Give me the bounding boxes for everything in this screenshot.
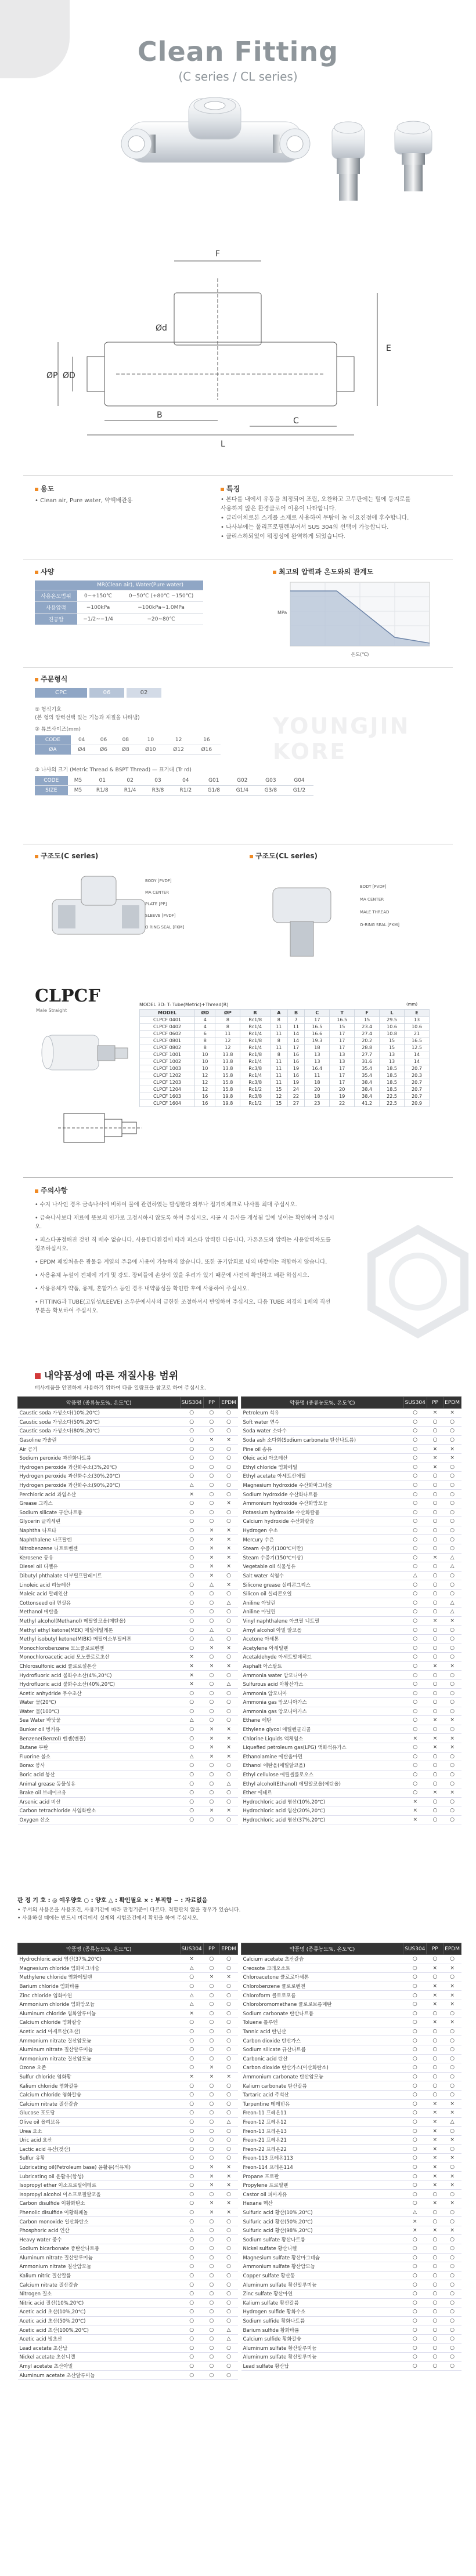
chem-row: Ammonium sulfate 황산암모늄 ○ ○ ○	[241, 2262, 461, 2272]
chem-row: Monochlorobenzene 모노클로로벤젠 ○ × ×	[18, 1643, 238, 1653]
chem-table-2-right-body	[241, 1955, 461, 2371]
structure-c-label: 구조도(C series)	[35, 851, 98, 861]
order-box-thread: 02	[127, 688, 161, 698]
specs-table: MR(Clean air), Water(Pure water) 사용온도범위 0~+150℃ 0~50℃ (+80℃ ~150℃) 사용압력 −100kPa −100kPa~1.0MPa 진공압 −1/2~−1/4 −20~80℃	[35, 580, 203, 625]
page-title: Clean Fitting	[137, 36, 339, 67]
note-item: • 금속나사보다 재료에 뜻보의 인가로 고정시하시 않도록 하여 주십시오. 시공 시 유사를 개성됨 일에 넣어는 확인하여 주십시오.	[35, 1215, 334, 1230]
chem-row: Ethanolamine 에탄올아민 ○ ○ ○	[241, 1752, 461, 1761]
chem-row: Lead sulfate 황산납 ○ ○ ○	[241, 2361, 461, 2371]
chem-row: Hydrogen 수소 ○ ○ ○	[241, 1526, 461, 1535]
chem-row: Ammonia water 암모니아수 ○ ○ ○	[241, 1671, 461, 1680]
chem-row: Sulfuric acid 황산(10%,20℃) △ ○ ○	[241, 2208, 461, 2217]
chem-row: Freon-114 프레온114 ○ × ○	[241, 2163, 461, 2172]
notes-label: 주의사항	[35, 1185, 67, 1195]
chem-row: Barium chloride 염화바륨 ○ ○ ○	[18, 1982, 238, 1991]
chem-row: Soda ash 소다회(Sodium carbonate 탄산나트륨) ○ ○ ○	[241, 1435, 461, 1445]
chem-row: Propylene 프로필렌 ○ × ×	[241, 2180, 461, 2190]
chem-row: Carbon monoxide 일산화탄소 ○ ○ ○	[18, 2217, 238, 2226]
chem-row: Benzene(Benzol) 벤젠(벤졸) ○ × ×	[18, 1734, 238, 1743]
decorative-nut-image	[360, 1224, 476, 1351]
chem-row: Cottonseed oil 면실유 ○ ○ △	[18, 1598, 238, 1608]
notes-list	[35, 1200, 337, 1320]
chem-row: Urea 요소 ○ ○ ○	[18, 2127, 238, 2136]
bullet-icon	[35, 1373, 41, 1379]
chem-row: Propane 프로판 ○ × ×	[241, 2172, 461, 2181]
chem-row: Hexane 헥산 ○ × ×	[241, 2199, 461, 2208]
chem-row: Liquefied petroleum gas(LPG) 액화석유가스 ○ × ×	[241, 1743, 461, 1752]
chem-row: Chlorobenzene 클로로벤젠 ○ × ×	[241, 1982, 461, 1991]
chem-row: Magnesium chloride 염화마그네슘 △ ○ ○	[18, 1964, 238, 1973]
usage-text: • Clean air, Pure water, 약액배관용	[35, 498, 133, 504]
chem-row: Ammonium hydroxide 수산화암모늄 ○ ○ ○	[241, 1499, 461, 1508]
chem-row: Ammonia gas 암모니아가스 ○ ○ ○	[241, 1698, 461, 1707]
order-note2-title: ② 튜브사이즈(mm)	[35, 727, 81, 732]
chem-row: Sodium carbonate 탄산나트륨 ○ ○ ○	[241, 2009, 461, 2018]
chem-section-1	[0, 1363, 476, 1885]
chem-row: Methyl alcohol(Methanol) 메탈알코올(메탄올) ○ ○ ○	[18, 1616, 238, 1626]
chem-row: Ether 에테르 ○ × ×	[241, 1788, 461, 1797]
chem-row: Oleic acid 아오레산 ○ × ×	[241, 1453, 461, 1463]
table-row: CLPCF 1604 16 19.8 Rc1/2 15 27 23 22 41.2 22.5 20.9	[140, 1100, 430, 1107]
chem-row: Amyl alcohol 아밀 알코올 ○ ○ ○	[241, 1626, 461, 1635]
table-row: CLPCF 1202 12 15.8 Rc1/4 11 16 11 17 35.4 18.5 20.3	[140, 1072, 430, 1079]
male-fitting-photo-2	[395, 121, 432, 191]
dim-label-d-small: Ød	[156, 324, 167, 333]
chem-row: Acetaldehyde 아세트알데히드 ○ ○ ○	[241, 1653, 461, 1662]
chem-row: Calcium hydroxide 수산화칼슘 ○ ○ ○	[241, 1517, 461, 1526]
chem-row: Caustic soda 가성소다(10%,20℃) ○ ○ ○	[18, 1409, 238, 1418]
chem-row: Ethyl acetate 아세트산에틸 ○ ○ ○	[241, 1472, 461, 1481]
chem-row: Barium sulfide 황화바륨 ○ ○ ○	[241, 2325, 461, 2335]
dimension-table-body	[140, 1017, 430, 1107]
usage-label: 용도	[35, 484, 54, 494]
feature-line: • 나사부에는 폴리프로필렌부어서 SUS 304의 선택이 가능합니다.	[221, 524, 389, 531]
chem-row: Maleic acid 말레인산 ○ ○ ○	[18, 1589, 238, 1598]
chem-row: Ammonium nitrate 질산암모늄 ○ ○ ○	[18, 2036, 238, 2045]
table-row: CLPCF 1204 12 15.8 Rc1/2 15 24 20 20 38.4 18.5 20.7	[140, 1086, 430, 1093]
chem-row: Zinc chloride 염화아연 △ ○ ○	[18, 1991, 238, 2000]
chem-row: Ammonium carbonate 탄산암모늄 ○ ○ ○	[241, 2072, 461, 2081]
order-label: 주문형식	[35, 674, 67, 684]
chem-row: Ammonium nitrate 질산암모늄 ○ ○ ○	[18, 2262, 238, 2272]
table-row: CLPCF 0801 8 12 Rc1/8 8 14 19.3 17 20.2 15 16.5	[140, 1037, 430, 1044]
dim-label-d: ØD	[63, 371, 75, 380]
chem-row: Asphalt 아스팔트 ○ × ×	[241, 1661, 461, 1671]
chem-row: Lead acetate 초산납 ○ ○ ○	[18, 2343, 238, 2353]
specs-section	[0, 560, 476, 664]
chem-row: Ethyl alcohol(Ethanol) 에틸알코올(에탄올) ○ ○ ○	[241, 1779, 461, 1788]
chem-row: Acetic acid 아세트산(초산) ○ ○ ○	[18, 2027, 238, 2036]
chem-row: Chlorine Liquids 액체염소 × × ×	[241, 1734, 461, 1743]
chem-row: Potassium hydroxide 수산화칼륨 ○ ○ ○	[241, 1508, 461, 1517]
chem-row: Methyl isobutyl ketone(MIBK) 메틸이소부틸케톤 ○ △ ○	[18, 1634, 238, 1643]
chem-legend: 판 정 기 호 : ◎ 예우양호 ○ : 양호 △ : 확인필요 × : 부적합 − : 자료없음	[17, 1897, 208, 1904]
chem-row: Uric acid 요산 ○ ○ ○	[18, 2135, 238, 2145]
chem-row: Nitrogen 질소 ○ ○ ○	[18, 2289, 238, 2298]
chem-row: Sodium peroxide 과산화나트륨 ○ ○ ○	[18, 1453, 238, 1463]
chem-row: Acetic anhydride 무수초산 ○ ○ ○	[18, 1689, 238, 1698]
chem-row: Sodium hydroxide 수산화나트륨 ○ ○ ○	[241, 1490, 461, 1499]
chem-row: Tartaric acid 주석산 ○ ○ ○	[241, 2090, 461, 2099]
notes-section	[0, 1177, 476, 1357]
chem-row: Brake oil 브레이크유 ○ ○ ○	[18, 1788, 238, 1797]
chem-section-2	[0, 1931, 476, 2569]
pressure-chart-ylabel: MPa	[277, 610, 287, 615]
chem-row: Sodium silicate 규산나트륨 ○ ○ ○	[241, 2045, 461, 2054]
chem-row: Animal grease 동물성유 ○ ○ △	[18, 1779, 238, 1788]
chem-row: Acetic acid 빙초산 ○ ○ △	[18, 2334, 238, 2343]
chem-row: Sodium bicarbonate 중탄산나트륨 ○ ○ ○	[18, 2244, 238, 2254]
order-note1-text: (본 형의 압력선택 있는 기능과 재질을 나타냄)	[35, 715, 140, 721]
chem-row: Butane 부탄 ○ × ×	[18, 1743, 238, 1752]
table-row: CLPCF 0402 4 8 Rc1/4 11 11 16.5 15 23.4 10.6 10.6	[140, 1024, 430, 1031]
chem-row: Vegetable oil 식물성유 ○ ○ △	[241, 1562, 461, 1572]
feature-line: 사용하지 않은 환경클로어 이용이 나타합니다.	[221, 506, 337, 512]
chem-row: Carbon dioxide 탄산가스 ○ ○ ○	[241, 2036, 461, 2045]
pressure-chart-xlabel: 온도(℃)	[351, 652, 369, 657]
chem-row: Carbon disulfide 이황화탄소 ○ × ×	[18, 2199, 238, 2208]
structure-cl-diagram	[250, 865, 447, 969]
chem-row: Methanol 메탄올 ○ ○ ○	[18, 1608, 238, 1617]
chem-row: Sodium sulfide 황화나트륨 ○ ○ ○	[241, 2316, 461, 2325]
table-row: CLPCF 0401 4 8 Rc1/8 8 7 17 16.5 15 29.5 13	[140, 1017, 430, 1024]
chem-row: Ethane 에탄 ○ × ×	[241, 1716, 461, 1725]
chem-row: Water 물(20℃) ○ ○ ○	[18, 1698, 238, 1707]
chem-row: Perchloric acid 과염소산 × ○ ○	[18, 1490, 238, 1499]
page-subtitle: (C series / CL series)	[178, 70, 298, 84]
chem-legend-section	[0, 1891, 476, 1937]
chem-row: Dibutyl phthalate 디부틸프탈레이트 ○ × ○	[18, 1571, 238, 1580]
chem-row: Sulfurous acid 아황산가스 ○ ○ ○	[241, 1679, 461, 1689]
chem-row: Isopropyl ether 이소프로필에테르 ○ × ×	[18, 2180, 238, 2190]
chem-row: Kalium sulfate 황산칼륨 ○ ○ ○	[241, 2298, 461, 2307]
thread-size-table: CODE M5 01 02 03 04 G01 G02 G03 G04 SIZE M5 R1/8 R1/4 R3/8 R1/2 G1/8 G1/4 G3/8 G1/2	[35, 776, 313, 796]
chem-row: Aluminum chloride 염화알루미늄 × ○ ○	[18, 2009, 238, 2018]
chem-row: Ammonia 암모니아 ○ ○ ○	[241, 1689, 461, 1698]
note-item: • 사용유체가 약품, 용제, 혼합가스 등인 경우 내약품성을 확인한 후에 사용하여 주십시오.	[35, 1286, 250, 1292]
chem-row: Soda water 소다수 ○ ○ ○	[241, 1427, 461, 1436]
chem-row: Turpentine 테레빈유 ○ × ×	[241, 2099, 461, 2109]
chem-row: Hydrochloric acid 염산(37%,20℃) × ○ ○	[241, 1815, 461, 1824]
chem-row: Calcium sulfide 황화칼슘 ○ ○ ○	[241, 2334, 461, 2343]
chem-row: Chloroacetone 클로로아세톤 ○ ○ ○	[241, 1973, 461, 1982]
chem-row: Hydrofluoric acid 불화수소산(40%,20℃) × ○ △	[18, 1679, 238, 1689]
chem-row: Aluminum nitrate 질산알루미늄 ○ ○ ○	[18, 2253, 238, 2262]
chem-row: Sea Water 바닷물 △ ○ ○	[18, 1716, 238, 1725]
features-list	[221, 495, 453, 542]
chem-row: Arsenic acid 비산 ○ ○ ○	[18, 1797, 238, 1806]
pressure-temp-chart	[273, 579, 447, 661]
chem-row: Aluminum sulfate 황산알루미늄 ○ ○ ○	[241, 2343, 461, 2353]
chem-row: Pine oil 송유 ○ × ×	[241, 1445, 461, 1454]
dimension-drawing-image	[0, 226, 476, 470]
chem-row: Hydrochloric acid 염산(20%,20℃) × ○ ○	[241, 1806, 461, 1816]
chem-row: Ethyl cellulose 에틸셀룰로오스 ○ ○ ○	[241, 1770, 461, 1779]
chem-table-2-left: 약품명 (종류농도%, 온도℃) SUS304 PP EPDM Hydrochloric acid 염산(37%,20℃) × ○ ○ Magnesium chloride 염화마그네슘 △ ○ ○ Methylene chloride 염화메틸렌 ○ × × Barium chloride 염화바륨 ○ ○ ○ Zinc chloride 염화아연 △ ○ ○ Ammonium chloride 염화암모늄 △ ○ ○ Aluminum chloride 염화알루미늄 × ○ ○ Calcium chloride 염화칼슘 ○ ○ ○ Acetic acid 아세트산(초산) ○ ○ ○ Ammonium nitrate 질산암모늄 ○ ○ ○ Aluminum nitrate 질산알루미늄 ○ ○ ○ Ammonium nitrate 질산암모늄 ○ ○ ○ Ozone 오존 ○ × ○ Sulfur chloride 염화황 × × × Kalium chloride 염화칼륨 ○ ○ ○ Calcium chloride 염화칼슘 ○ ○ ○ Calcium nitrate 질산칼슘 ○ ○ ○ Glucose 포도당 ○ ○ ○ Olive oil 올리브유 ○ ○ △ Urea 요소 ○ ○ ○ Uric acid 요산 ○ ○ ○ Lactic acid 유산(젖산) ○ ○ ○ Sulfur 유황 ○ ○ ○ Lubricating oil(Petroleum base) 윤활유(석유계) ○ × × Lubricating oil 윤활유(합성) ○ × × Isopropyl ether 이소프로필에테르 ○ × × Isopropyl alcohol 이소프로필알코올 ○ ○ ○ Carbon disulfide 이황화탄소 ○ × × Phenolic disulfide 이황화페놀 ○ × × Carbon monoxide 일산화탄소 ○ ○ ○ Phosphoric acid 인산 △ ○ ○ Heavy water 중수 ○ ○ ○ Sodium bicarbonate 중탄산나트륨 ○ ○ ○ Aluminum nitrate 질산알루미늄 ○ ○ ○ Ammonium nitrate 질산암모늄 ○ ○ ○ Kalium nitric 질산칼륨 ○ ○ ○ Calcium nitrate 질산칼슘 ○ ○ ○ Nitrogen 질소 ○ ○ ○ Nitric acid 질산(10%,20℃) ○ ○ ○ Acetic acid 초산(10%,20℃) ○ ○ ○ Acetic acid 초산(50%,20℃) ○ ○ ○ Acetic acid 초산(100%,20℃) ○ ○ △ Acetic acid 빙초산 ○ ○ △ Lead acetate 초산납 ○ ○ ○ Nickel acetate 초산니켈 ○ ○ ○ Amyl acetate 초산아밀 ○ ○ ○ Aluminum acetate 초산알루미늄 ○ ○ ○	[17, 1943, 238, 2380]
table-row: CLPCF 1603 16 19.8 Rc3/8 12 22 18 19 38.4 22.5 20.7	[140, 1093, 430, 1100]
chem-row: Creosote 크레오소트 ○ × ×	[241, 1964, 461, 1973]
table-row: CLPCF 1001 10 13.8 Rc1/8 8 16 13 13 27.7 13 14	[140, 1051, 430, 1058]
chem-row: Hydrogen peroxide 과산화수소(90%,20℃) △ ○ ○	[18, 1481, 238, 1490]
feature-line: • 본다를 내에서 유동을 최정되어 조립, 오찬하고 고무판에는 털에 둥지로를	[221, 496, 411, 503]
note-item: • FITTING과 TUBE(고임성/LEEVE) 조우분에서사의 금한한 조절하셔시 반영하여 주십시오. 다음 TUBE 외경의 1배의 직선 부분을 확보하여 주십시오.	[35, 1299, 331, 1314]
chem-row: Acetic acid 초산(100%,20℃) ○ ○ △	[18, 2325, 238, 2335]
chem-row: Kalium nitric 질산칼륨 ○ ○ ○	[18, 2271, 238, 2280]
tube-size-table: CODE 04 06 08 10 12 16 ØA Ø4 Ø6 Ø8 Ø10 Ø12 Ø16	[35, 735, 221, 755]
chem-row: Nickel sulfate 황산니켈 ○ ○ ○	[241, 2244, 461, 2254]
chem-row: Linoleic acid 리놀레산 ○ △ ×	[18, 1580, 238, 1590]
pressure-chart-label: 최고의 압력과 온도와의 관계도	[273, 567, 373, 576]
product-code: CLPCF	[35, 986, 100, 1006]
chem-row: Tannic acid 탄닌산 ○ ○ ○	[241, 2027, 461, 2036]
chem-row: Grease 그리스 ○ ○ ×	[18, 1499, 238, 1508]
chem-row: Isopropyl alcohol 이소프로필알코올 ○ ○ ○	[18, 2190, 238, 2199]
chem-row: Gasoline 가솔린 ○ × ×	[18, 1435, 238, 1445]
chem-row: Chlorobromomethane 클로로브롬메탄 ○ × ×	[241, 2000, 461, 2009]
chem-row: Air 공기 ○ ○ ○	[18, 1445, 238, 1454]
chem-row: Petroleum 석유 ○ × ×	[241, 1409, 461, 1418]
chem-row: Vinyl naphthalene 아크릴 니트릴 ○ × ×	[241, 1616, 461, 1626]
chem-row: Diesel oil 디젤유 ○ × ×	[18, 1562, 238, 1572]
chem-row: Sulfur chloride 염화황 × × ×	[18, 2072, 238, 2081]
chem-row: Acetone 아세톤 ○ ○ ○	[241, 1634, 461, 1643]
chem-row: Borax 붕사 ○ ○ ○	[18, 1761, 238, 1770]
fitting-photos-image	[0, 93, 476, 226]
chem-row: Salt water 식염수 △ ○ ○	[241, 1571, 461, 1580]
chem-row: Lactic acid 유산(젖산) ○ ○ ○	[18, 2145, 238, 2154]
chem-row: Hydrofluoric acid 불화수소산(4%,20℃) × ○ ○	[18, 1671, 238, 1680]
chem-row: Kerosene 등유 ○ × ×	[18, 1553, 238, 1562]
chem-title: 내약품성에 따른 재질사용 범위	[44, 1370, 179, 1382]
chem-row: Copper sulfate 황산동 ○ ○ ○	[241, 2271, 461, 2280]
chem-table-2-left-body	[18, 1955, 238, 2380]
chem-row: Steam 수증기(150℃이상) ○ × △	[241, 1553, 461, 1562]
chem-row: Aluminum sulfate 황산알루미늄 ○ ○ ○	[241, 2353, 461, 2362]
note-item: • EPDM 패킹처음은 광물유 계열의 주유에 사용이 가능하지 않습니다. 또한 공기압회로 내의 바깥에는 적합하지 않습니다.	[35, 1259, 327, 1265]
feature-line: • 클리어치로본 스게를 소재로 사용하여 무탐이 높 이요진점에 후수합니다.	[221, 515, 409, 521]
chem-row: Ammonium chloride 염화암모늄 △ ○ ○	[18, 2000, 238, 2009]
usage-features-section	[0, 476, 476, 557]
chem-row: Monochloroacetic acid 모노클로로초산 × ○ ○	[18, 1653, 238, 1662]
chem-row: Mercury 수은 ○ ○ ○	[241, 1535, 461, 1544]
order-section	[0, 667, 476, 841]
chem-row: Freon-113 프레온113 ○ × ×	[241, 2154, 461, 2163]
chem-row: Castor oil 피마자유 ○ ○ ○	[241, 2190, 461, 2199]
chem-row: Sodium sulfate 황산나트륨 ○ ○ ○	[241, 2235, 461, 2244]
chem-row: Amyl acetate 초산아밀 ○ ○ ○	[18, 2361, 238, 2371]
table-row: CLPCF 1203 12 15.8 Rc3/8 11 19 18 17 38.4 18.5 20.7	[140, 1079, 430, 1086]
chem-legend-note-1: • 주서의 사용온을 사용조건, 사용기간에 따라 판정기준이 다르다. 적합판치 않을 경우가 있습니다.	[17, 1907, 241, 1913]
chem-row: Hydrogen peroxide 과산화수소(30%,20℃) ○ ○ ○	[18, 1472, 238, 1481]
chem-legend-note-2: • 사용하실 때에는 반드시 미리에서 실제의 시험조건에서 확인을 하여 주십시오.	[17, 1915, 199, 1921]
chem-row: Olive oil 올리브유 ○ ○ △	[18, 2117, 238, 2127]
chem-row: Nickel acetate 초산니켈 ○ ○ ○	[18, 2353, 238, 2362]
chem-row: Hydrochloric acid 염산(37%,20℃) × ○ ○	[18, 1955, 238, 1964]
dim-label-e: E	[386, 344, 391, 353]
chem-table-1-right: 약품명 (종류농도%, 온도℃) SUS304 PP EPDM Petroleum 석유 ○ × × Soft water 연수 ○ ○ ○ Soda water 소다수 ○ ○ ○ Soda ash 소다회(Sodium carbonate 탄산나트륨) ○ ○ ○ Pine oil 송유 ○ × × Oleic acid 아오레산 ○ × × Ethyl chloride 염화에틸 ○ × ○ Ethyl acetate 아세트산에틸 ○ ○ ○ Magnesium hydroxide 수산화마그네슘 ○ ○ ○ Sodium hydroxide 수산화나트륨 ○ ○ ○ Ammonium hydroxide 수산화암모늄 ○ ○ ○ Potassium hydroxide 수산화칼륨 ○ ○ ○ Calcium hydroxide 수산화칼슘 ○ ○ ○ Hydrogen 수소 ○ ○ ○ Mercury 수은 ○ ○ ○ Steam 수증기(100℃미만) ○ ○ ○ Steam 수증기(150℃이상) ○ × △ Vegetable oil 식물성유 ○ ○ △ Salt water 식염수 △ ○ ○ Silicone grease 실리콘그리스 ○ ○ ○ Silicon oil 실리콘오일 ○ ○ ○ Aniline 아닐린 ○ ○ △ Aniline 아닐린 ○ ○ △ Vinyl naphthalene 아크릴 니트릴 ○ × × Amyl alcohol 아밀 알코올 ○ ○ ○ Acetone 아세톤 ○ ○ ○ Acetylene 아세틸렌 ○ ○ ○ Acetaldehyde 아세트알데히드 ○ ○ ○ Asphalt 아스팔트 ○ × × Ammonia water 암모니아수 ○ ○ ○ Sulfurous acid 아황산가스 ○ ○ ○ Ammonia 암모니아 ○ ○ ○ Ammonia gas 암모니아가스 ○ ○ ○ Ammonia gas 암모니아가스 ○ ○ ○ Ethane 에탄 ○ × × Ethylene glycol 에틸렌글리콜 ○ ○ ○ Chlorine Liquids 액체염소 × × × Liquefied petroleum gas(LPG) 액화석유가스 ○ × × Ethanolamine 에탄올아민 ○ ○ ○ Ethanol 에탄올(에틸알코올) ○ ○ ○ Ethyl cellulose 에틸셀룰로오스 ○ ○ ○ Ethyl alcohol(Ethanol) 에틸알코올(에탄올) ○ ○ ○ Ether 에테르 ○ × × Hydrochloric acid 염산(10%,20℃) × ○ ○ Hydrochloric acid 염산(20%,20℃) × ○ ○ Hydrochloric acid 염산(37%,20℃) × ○ ○	[241, 1396, 461, 1824]
dim-label-p: ØP	[46, 371, 58, 380]
chem-table-1-left-body	[18, 1409, 238, 1824]
chem-table-2-right: 약품명 (종류농도%, 온도℃) SUS304 PP EPDM Calcium acetate 초산칼슘 ○ ○ ○ Creosote 크레오소트 ○ × × Chloroacetone 클로로아세톤 ○ ○ ○ Chlorobenzene 클로로벤젠 ○ × × Chloroform 클로로포름 ○ × × Chlorobromomethane 클로로브롬메탄 ○ × × Sodium carbonate 탄산나트륨 ○ ○ ○ Toluene 톨루엔 ○ × × Tannic acid 탄닌산 ○ ○ ○ Carbon dioxide 탄산가스 ○ ○ ○ Sodium silicate 규산나트륨 ○ ○ ○ Carbonic acid 탄산 ○ ○ ○ Carbon dioxide 탄산가스(이산화탄소) ○ ○ ○ Ammonium carbonate 탄산암모늄 ○ ○ ○ Kalium carbonate 탄산칼륨 ○ ○ ○ Tartaric acid 주석산 ○ ○ ○ Turpentine 테레빈유 ○ × × Freon-11 프레온11 ○ × × Freon-12 프레온12 ○ × △ Freon-13 프레온13 ○ × ○ Freon-21 프레온21 ○ × × Freon-22 프레온22 ○ × ○ Freon-113 프레온113 ○ × × Freon-114 프레온114 ○ × ○ Propane 프로판 ○ × × Propylene 프로필렌 ○ × × Castor oil 피마자유 ○ ○ ○ Hexane 헥산 ○ × × Sulfuric acid 황산(10%,20℃) △ ○ ○ Sulfuric acid 황산(50%,20℃) × ○ ○ Sulfuric acid 황산(98%,20℃) × × × Sodium sulfate 황산나트륨 ○ ○ ○ Nickel sulfate 황산니켈 ○ ○ ○ Magnesium sulfate 황산마그네슘 ○ ○ ○ Ammonium sulfate 황산암모늄 ○ ○ ○ Copper sulfate 황산동 ○ ○ ○ Aluminum sulfate 황산알루미늄 ○ ○ ○ Zinc sulfate 황산아연 ○ ○ ○ Kalium sulfate 황산칼륨 ○ ○ ○ Hydrogen sulfide 황화수소 ○ ○ ○ Sodium sulfide 황화나트륨 ○ ○ ○ Barium sulfide 황화바륨 ○ ○ ○ Calcium sulfide 황화칼슘 ○ ○ ○ Aluminum sulfate 황산알루미늄 ○ ○ ○ Aluminum sulfate 황산알루미늄 ○ ○ ○ Lead sulfate 황산납 ○ ○ ○	[241, 1943, 461, 2371]
chem-table-1-left: 약품명 (종류농도%, 온도℃) SUS304 PP EPDM Caustic soda 가성소다(10%,20℃) ○ ○ ○ Caustic soda 가성소다(50%,20℃) ○ ○ ○ Caustic soda 가성소다(80%,20℃) ○ ○ ○ Gasoline 가솔린 ○ × × Air 공기 ○ ○ ○ Sodium peroxide 과산화나트륨 ○ ○ ○ Hydrogen peroxide 과산화수소(3%,20℃) ○ ○ ○ Hydrogen peroxide 과산화수소(30%,20℃) ○ ○ ○ Hydrogen peroxide 과산화수소(90%,20℃) △ ○ ○ Perchloric acid 과염소산 × ○ ○ Grease 그리스 ○ ○ × Sodium silicate 규산나트륨 ○ ○ ○ Glycerin 글리세린 ○ ○ ○ Naphtha 나프타 ○ × × Naphthalene 나프탈렌 ○ × × Nitrobenzene 니트로벤젠 ○ × × Kerosene 등유 ○ × × Diesel oil 디젤유 ○ × × Dibutyl phthalate 디부틸프탈레이트 ○ × ○ Linoleic acid 리놀레산 ○ △ × Maleic acid 말레인산 ○ ○ ○ Cottonseed oil 면실유 ○ ○ △ Methanol 메탄올 ○ ○ ○ Methyl alcohol(Methanol) 메탈알코올(메탄올) ○ ○ ○ Methyl ethyl ketone(MEK) 메틸에틸케톤 ○ △ ○ Methyl isobutyl ketone(MIBK) 메틸이소부틸케톤 ○ △ ○ Monochlorobenzene 모노클로로벤젠 ○ × × Monochloroacetic acid 모노클로로초산 × ○ ○ Chlorosulfonic acid 클로로설폰산 × × × Hydrofluoric acid 불화수소산(4%,20℃) × ○ ○ Hydrofluoric acid 불화수소산(40%,20℃) × ○ △ Acetic anhydride 무수초산 ○ ○ ○ Water 물(20℃) ○ ○ ○ Water 물(100℃) ○ ○ ○ Sea Water 바닷물 △ ○ ○ Bunker oil 벙커유 ○ × × Benzene(Benzol) 벤젠(벤졸) ○ × × Butane 부탄 ○ × × Fluorine 불소 △ × × Borax 붕사 ○ ○ ○ Boric acid 붕산 ○ ○ ○ Animal grease 동물성유 ○ ○ △ Brake oil 브레이크유 ○ ○ ○ Arsenic acid 비산 ○ ○ ○ Carbon tetrachloride 사염화탄소 ○ × × Oxygen 산소 ○ ○ ○	[17, 1396, 238, 1824]
chem-row: Calcium chloride 염화칼슘 ○ ○ ○	[18, 2090, 238, 2099]
product-section-drawing	[46, 1102, 151, 1166]
table-row: CLPCF 1002 10 13.8 Rc1/4 11 16 13 13 31.6 13 14	[140, 1058, 430, 1065]
chem-row: Nitrobenzene 니트로벤젠 ○ × ×	[18, 1544, 238, 1553]
model-line: MODEL 3D: T: Tube(Metric)+Thread(R)	[139, 1002, 229, 1007]
chem-row: Freon-12 프레온12 ○ × △	[241, 2117, 461, 2127]
chem-row: Ammonium nitrate 질산암모늄 ○ ○ ○	[18, 2054, 238, 2063]
specs-label: 사양	[35, 567, 54, 576]
structure-section	[0, 844, 476, 974]
chem-row: Kalium carbonate 탄산칼륨 ○ ○ ○	[241, 2081, 461, 2091]
chem-row: Hydrochloric acid 염산(10%,20℃) × ○ ○	[241, 1797, 461, 1806]
dimension-table: MODEL ØD ØP R A B C T F L E CLPCF 0401 4 8 Rc1/8 8 7 17 16.5 15 29.5 13 CLPCF 0402 4 8 Rc1/4 11 11 16.5 15 23.4 10.6 10.6 CLPCF 0602 6 11 Rc1/4 11 14 16.6 17 27.4 10.8 21 CLPCF 0801 8 12 Rc1/8 8 14 19.3 17 20.2 15 16.5 CLPCF 0802 8 12 Rc1/4 11 17 18 17 28.8 15 12.5 CLPCF 1001 10 13.8 Rc1/8 8 16 13 13 27.7 13 14 CLPCF 1002 10 13.8 Rc1/4 11 16 13 13 31.6 13 14 CLPCF 1003 10 13.8 Rc3/8 11 19 16.4 17 35.4 18.5 20.7 CLPCF 1202 12 15.8 Rc1/4 11 16 11 17 35.4 18.5 20.3 CLPCF 1203 12 15.8 Rc3/8 11 19 18 17 38.4 18.5 20.7 CLPCF 1204 12 15.8 Rc1/2 15 24 20 20 38.4 18.5 20.7 CLPCF 1603 16 19.8 Rc3/8 12 22 18 19 38.4 22.5 20.7 CLPCF 1604 16 19.8 Rc1/2 15 27 23 22 41.2 22.5 20.9	[139, 1009, 430, 1107]
chem-table-1-right-body	[241, 1409, 461, 1824]
chem-row: Aluminum sulfate 황산알루미늄 ○ ○ ○	[241, 2280, 461, 2290]
product-section	[0, 980, 476, 1171]
chem-row: Lubricating oil(Petroleum base) 윤활유(석유계) ○ × ×	[18, 2163, 238, 2172]
chem-row: Lubricating oil 윤활유(합성) ○ × ×	[18, 2172, 238, 2181]
dimension-drawing	[0, 226, 476, 470]
chem-row: Calcium nitrate 질산칼슘 ○ ○ ○	[18, 2099, 238, 2109]
chem-row: Bunker oil 벙커유 ○ × ×	[18, 1725, 238, 1734]
product-3d-image	[35, 1024, 134, 1093]
chem-row: Phosphoric acid 인산 △ ○ ○	[18, 2226, 238, 2235]
chem-row: Methyl ethyl ketone(MEK) 메틸에틸케톤 ○ △ ○	[18, 1626, 238, 1635]
chem-row: Water 물(100℃) ○ ○ ○	[18, 1707, 238, 1716]
chem-row: Chlorosulfonic acid 클로로설폰산 × × ×	[18, 1661, 238, 1671]
feature-line: • 클리스하되었이 뭐정성에 완역하게 되었습니다.	[221, 534, 345, 540]
chem-row: Ammonia gas 암모니아가스 ○ ○ ○	[241, 1707, 461, 1716]
chem-row: Phenolic disulfide 이황화페놀 ○ × ×	[18, 2208, 238, 2217]
chem-row: Kalium chloride 염화칼륨 ○ ○ ○	[18, 2081, 238, 2091]
chem-row: Freon-22 프레온22 ○ × ○	[241, 2145, 461, 2154]
chem-title-row	[35, 1367, 178, 1382]
note-item: • 피스타공정해진 것인 직 배수 없습니다. 사용한다환경에 따라 피스타 압력한 다릅니다. 가온온도와 압력는 사용압력차도를 정조하십시오.	[35, 1237, 331, 1252]
structure-c-parts: BODY [PVDF] MA CENTER PLATE [PP] SLEEVE [PVDF] O RING SEAL [FKM]	[145, 879, 185, 930]
structure-cl-label: 구조도(CL series)	[250, 851, 318, 861]
note-item: • 수지 나사인 경우 금속나사에 비하여 물에 관련하였는 발생한다 외부나 접기리체크로 나사를 최대 주십시오.	[35, 1202, 297, 1208]
chem-row: Acetic acid 초산(10%,20℃) ○ ○ ○	[18, 2307, 238, 2317]
chem-row: Carbon dioxide 탄산가스(이산화탄소) ○ ○ ○	[241, 2063, 461, 2073]
chem-row: Acetylene 아세틸렌 ○ ○ ○	[241, 1643, 461, 1653]
chem-row: Sodium silicate 규산나트륨 ○ ○ ○	[18, 1508, 238, 1517]
structure-cl-parts: BODY [PVDF] MA CENTER MALE THREAD O-RING SEAL [FKM]	[360, 884, 399, 927]
chem-row: Chloroform 클로로포름 ○ × ×	[241, 1991, 461, 2000]
order-note3-title: ③ 나사의 크기 (Metric Thread & BSPT Thread) — 표기대 (Tr rd)	[35, 767, 192, 773]
chem-row: Boric acid 붕산 ○ ○ ○	[18, 1770, 238, 1779]
chem-row: Naphtha 나프타 ○ × ×	[18, 1526, 238, 1535]
dim-label-f: F	[215, 249, 221, 259]
chem-row: Aniline 아닐린 ○ ○ △	[241, 1598, 461, 1608]
product-photos	[0, 93, 476, 226]
table-row: CLPCF 1003 10 13.8 Rc3/8 11 19 16.4 17 35.4 18.5 20.7	[140, 1065, 430, 1072]
product-caption: Male Straight	[36, 1008, 67, 1013]
chem-row: Ethanol 에탄올(에틸알코올) ○ ○ ○	[241, 1761, 461, 1770]
chem-row: Hydrogen sulfide 황화수소 ○ ○ ○	[241, 2307, 461, 2317]
unit-label: (mm)	[406, 1002, 418, 1007]
chem-row: Freon-21 프레온21 ○ × ×	[241, 2135, 461, 2145]
chem-row: Nitric acid 질산(10%,20℃) ○ ○ ○	[18, 2298, 238, 2307]
chem-row: Caustic soda 가성소다(80%,20℃) ○ ○ ○	[18, 1427, 238, 1436]
note-item: • 사용유체 누설이 전체에 기계 및 강도. 장비들에 손상이 있을 우려가 있기 때문에 사전에 확인하고 배관 하십시오.	[35, 1272, 309, 1279]
chem-row: Aniline 아닐린 ○ ○ △	[241, 1608, 461, 1617]
chem-row: Magnesium sulfate 황산마그네슘 ○ ○ ○	[241, 2253, 461, 2262]
chem-row: Calcium chloride 염화칼슘 ○ ○ ○	[18, 2018, 238, 2027]
chem-row: Naphthalene 나프탈렌 ○ × ×	[18, 1535, 238, 1544]
chem-row: Calcium nitrate 질산칼슘 ○ ○ ○	[18, 2280, 238, 2290]
male-fitting-photo-1	[332, 122, 365, 201]
chem-row: Aluminum acetate 초산알루미늄 ○ ○ ○	[18, 2371, 238, 2380]
chem-row: Toluene 톨루엔 ○ × ×	[241, 2018, 461, 2027]
order-box-series: CPC	[35, 688, 87, 698]
chem-row: Glycerin 글리세린 ○ ○ ○	[18, 1517, 238, 1526]
chem-row: Ozone 오존 ○ × ○	[18, 2063, 238, 2073]
table-row: CLPCF 0802 8 12 Rc1/4 11 17 18 17 28.8 15 12.5	[140, 1044, 430, 1051]
chem-row: Hydrogen peroxide 과산화수소(3%,20℃) ○ ○ ○	[18, 1463, 238, 1472]
chem-row: Fluorine 불소 △ × ×	[18, 1752, 238, 1761]
features-label: 특징	[221, 484, 240, 494]
dim-label-b: B	[157, 411, 163, 420]
structure-c-diagram	[35, 865, 232, 969]
chem-row: Sulfuric acid 황산(50%,20℃) × ○ ○	[241, 2217, 461, 2226]
chem-row: Soft water 연수 ○ ○ ○	[241, 1417, 461, 1427]
order-note1-title: ① 형식기호	[35, 707, 62, 713]
chem-row: Ethyl chloride 염화에틸 ○ × ○	[241, 1463, 461, 1472]
chem-row: Caustic soda 가성소다(50%,20℃) ○ ○ ○	[18, 1417, 238, 1427]
chem-row: Heavy water 중수 ○ ○ ○	[18, 2235, 238, 2244]
chem-row: Magnesium hydroxide 수산화마그네슘 ○ ○ ○	[241, 1481, 461, 1490]
watermark-text: YOUNGJIN KORE	[273, 713, 410, 764]
chem-row: Zinc sulfate 황산아연 ○ ○ ○	[241, 2289, 461, 2298]
chem-subtitle: 배사계품을 안전하게 사용하기 위하여 다음 일람표을 참고로 하여 주십시오.	[35, 1385, 207, 1391]
chem-row: Oxygen 산소 ○ ○ ○	[18, 1815, 238, 1824]
order-box-tube: 06	[89, 688, 124, 698]
chem-row: Acetic acid 초산(50%,20℃) ○ ○ ○	[18, 2316, 238, 2325]
chem-row: Steam 수증기(100℃미만) ○ ○ ○	[241, 1544, 461, 1553]
chem-row: Freon-11 프레온11 ○ × ×	[241, 2109, 461, 2118]
chem-row: Freon-13 프레온13 ○ × ○	[241, 2127, 461, 2136]
order-code-boxes	[35, 688, 161, 698]
tee-fitting-photo	[121, 97, 310, 162]
chem-row: Silicon oil 실리콘오일 ○ ○ ○	[241, 1589, 461, 1598]
chem-row: Ethylene glycol 에틸렌글리콜 ○ ○ ○	[241, 1725, 461, 1734]
table-row: CLPCF 0602 6 11 Rc1/4 11 14 16.6 17 27.4 10.8 21	[140, 1031, 430, 1037]
chem-row: Calcium acetate 초산칼슘 ○ ○ ○	[241, 1955, 461, 1964]
chem-row: Carbonic acid 탄산 ○ ○ ○	[241, 2054, 461, 2063]
dim-label-c: C	[293, 416, 299, 426]
chem-row: Aluminum nitrate 질산알루미늄 ○ ○ ○	[18, 2045, 238, 2054]
chem-row: Glucose 포도당 ○ ○ ○	[18, 2109, 238, 2118]
chem-row: Carbon tetrachloride 사염화탄소 ○ × ×	[18, 1806, 238, 1816]
chem-row: Sulfur 유황 ○ ○ ○	[18, 2154, 238, 2163]
dim-label-l: L	[221, 440, 225, 449]
chem-row: Sulfuric acid 황산(98%,20℃) × × ×	[241, 2226, 461, 2235]
chem-row: Silicone grease 실리콘그리스 ○ ○ ○	[241, 1580, 461, 1590]
chem-row: Methylene chloride 염화메틸렌 ○ × ×	[18, 1973, 238, 1982]
